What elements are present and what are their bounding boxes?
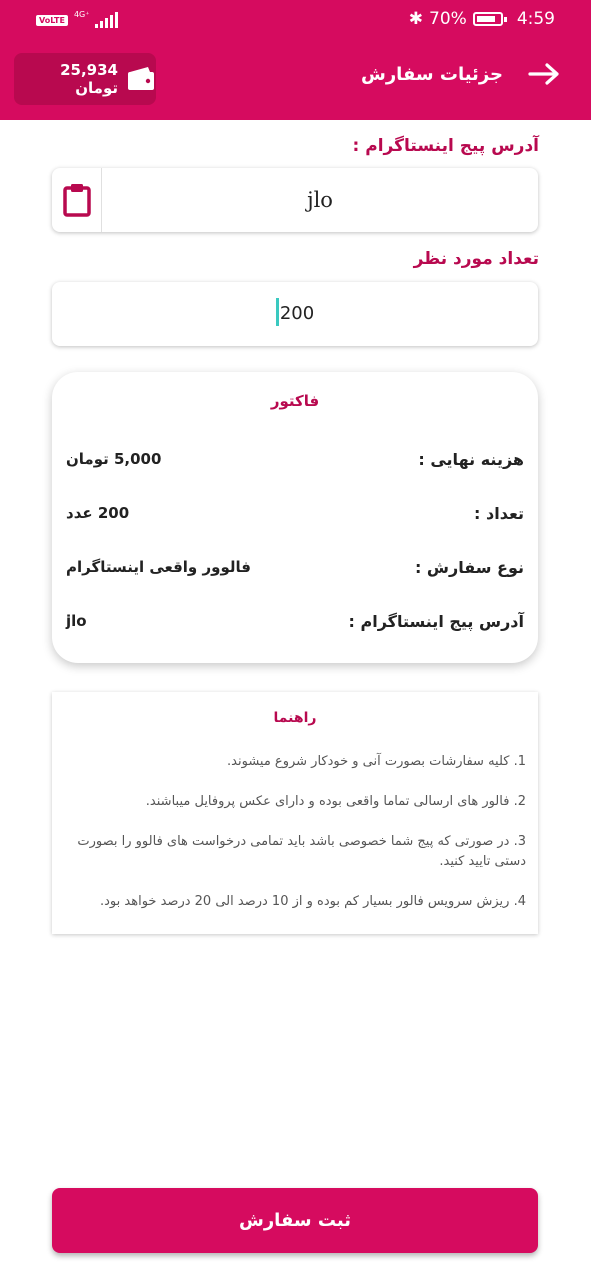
network-type: 4G⁺ <box>73 9 90 19</box>
paste-button[interactable] <box>52 168 102 232</box>
status-bar <box>0 0 591 40</box>
quantity-value-wrap[interactable] <box>52 282 538 346</box>
invoice-value: jlo <box>66 612 87 630</box>
invoice-title: فاکتور <box>270 392 320 410</box>
invoice-value: 200 عدد <box>66 504 130 522</box>
header-title-group <box>361 62 561 86</box>
status-left <box>36 9 118 28</box>
page-address-value[interactable]: jlo <box>307 188 333 212</box>
clock: 4:59 <box>516 9 555 29</box>
page-address-label: آدرس پیج اینستاگرام : <box>352 136 539 156</box>
app-header <box>0 0 591 120</box>
submit-order-button[interactable]: ثبت سفارش <box>52 1188 538 1253</box>
volte-badge: VoLTE <box>36 15 68 26</box>
arrow-right-icon[interactable] <box>527 62 561 86</box>
bluetooth-icon: ✱ <box>408 9 424 29</box>
guide-title: راهنما <box>273 710 317 726</box>
invoice-row-address <box>66 612 524 642</box>
page-title: جزئیات سفارش <box>360 63 503 85</box>
quantity-value: 200 <box>279 303 315 324</box>
guide-list <box>66 752 526 932</box>
quantity-field[interactable] <box>52 282 538 346</box>
invoice-row-type <box>66 558 524 588</box>
clipboard-icon <box>62 183 92 217</box>
guide-card <box>52 692 538 934</box>
signal-icon <box>95 12 118 28</box>
quantity-label: تعداد مورد نظر <box>413 249 539 269</box>
invoice-card <box>52 372 538 663</box>
wallet-balance: 25,934 تومان <box>60 61 118 97</box>
invoice-value: فالوور واقعی اینستاگرام <box>66 558 251 576</box>
guide-item: 4. ریزش سرویس فالور بسیار کم بوده و از 10 درصد الی 20 درصد خواهد بود. <box>100 894 526 909</box>
battery-percent: 70% <box>429 9 467 29</box>
guide-item: 2. فالور های ارسالی تماما واقعی بوده و دارای عکس پروفایل میباشند. <box>145 794 526 809</box>
guide-item: 3. در صورتی که پیج شما خصوصی باشد باید تمامی درخواست های فالوو را بصورت دستی تایید کنید. <box>77 834 526 869</box>
text-caret <box>276 298 279 326</box>
wallet-icon <box>126 66 156 92</box>
invoice-row-count <box>66 504 524 534</box>
guide-item: 1. کلیه سفارشات بصورت آنی و خودکار شروع میشوند. <box>227 754 526 769</box>
battery-icon <box>473 12 503 26</box>
status-right <box>409 9 555 29</box>
invoice-row-total <box>66 450 524 480</box>
invoice-label: نوع سفارش : <box>414 558 524 577</box>
page-address-field[interactable] <box>52 168 538 232</box>
invoice-value: 5,000 تومان <box>66 450 162 468</box>
wallet-balance-chip[interactable] <box>14 53 156 105</box>
invoice-label: هزینه نهایی : <box>418 450 524 469</box>
invoice-label: تعداد : <box>474 504 524 523</box>
invoice-label: آدرس پیج اینستاگرام : <box>348 612 524 631</box>
